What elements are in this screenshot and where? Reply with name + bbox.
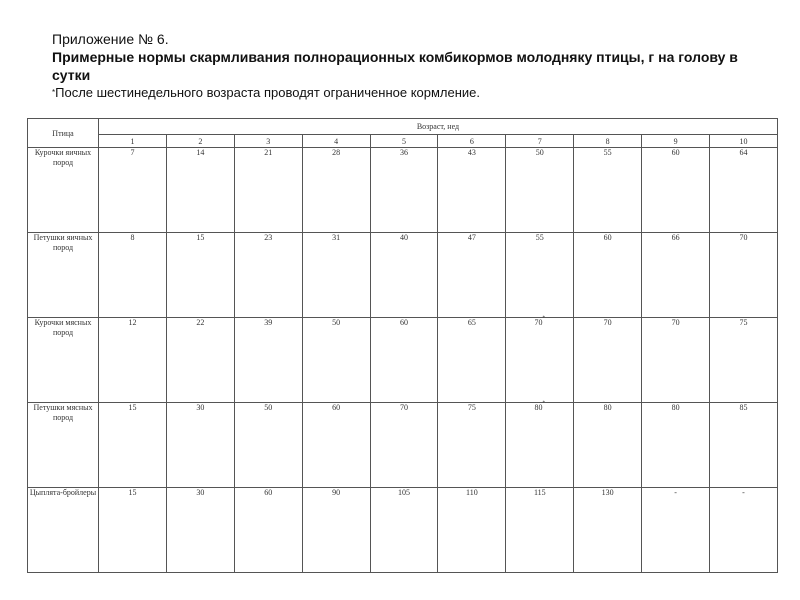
bird-name: Цыплята-бройлеры <box>28 488 99 573</box>
table-cell: - <box>710 488 778 573</box>
footnote-text: После шестинедельного возраста проводят ограниченное кормление. <box>55 85 481 100</box>
footnote-mark: * <box>542 401 546 406</box>
table-cell-footnoted <box>506 403 574 488</box>
table-cell: 28 <box>302 148 370 233</box>
table-cell: 15 <box>99 488 167 573</box>
appendix-label: Приложение № 6. <box>52 31 169 47</box>
cell-value: 70 <box>534 318 543 327</box>
table-cell: 65 <box>438 318 506 403</box>
table-cell: 50 <box>234 403 302 488</box>
table-cell: 105 <box>370 488 438 573</box>
bird-name: Курочки мясных пород <box>28 318 99 403</box>
table-cell: 70 <box>574 318 642 403</box>
table-cell: 80 <box>574 403 642 488</box>
footnote-mark: * <box>542 316 546 321</box>
table-row <box>28 488 778 573</box>
table-cell: - <box>642 488 710 573</box>
table-row <box>28 148 778 233</box>
table-cell: 23 <box>234 233 302 318</box>
table-cell: 15 <box>166 233 234 318</box>
bird-name: Курочки яичных пород <box>28 148 99 233</box>
week-header: 10 <box>710 135 778 148</box>
document-header <box>52 30 772 102</box>
table-cell: 14 <box>166 148 234 233</box>
table-cell: 31 <box>302 233 370 318</box>
bird-column-header: Птица <box>28 119 99 148</box>
table-cell: 30 <box>166 488 234 573</box>
table-cell: 22 <box>166 318 234 403</box>
table-cell: 75 <box>710 318 778 403</box>
week-header: 6 <box>438 135 506 148</box>
table-cell: 55 <box>574 148 642 233</box>
table-cell: 39 <box>234 318 302 403</box>
table-cell: 60 <box>234 488 302 573</box>
table-cell-footnoted <box>506 318 574 403</box>
table-cell: 110 <box>438 488 506 573</box>
table-cell: 47 <box>438 233 506 318</box>
footnote <box>52 84 772 102</box>
table-cell: 50 <box>506 148 574 233</box>
table-cell: 130 <box>574 488 642 573</box>
week-header: 9 <box>642 135 710 148</box>
footnote-mark: * <box>52 88 56 97</box>
table-cell: 70 <box>642 318 710 403</box>
table-row <box>28 233 778 318</box>
table-cell: 85 <box>710 403 778 488</box>
table-cell: 60 <box>302 403 370 488</box>
table-cell: 50 <box>302 318 370 403</box>
table-cell: 30 <box>166 403 234 488</box>
table-cell: 64 <box>710 148 778 233</box>
table-cell: 55 <box>506 233 574 318</box>
week-header-row <box>28 135 778 148</box>
week-header: 5 <box>370 135 438 148</box>
table-cell: 90 <box>302 488 370 573</box>
table-cell: 40 <box>370 233 438 318</box>
table-row <box>28 318 778 403</box>
table-cell: 60 <box>574 233 642 318</box>
week-header: 1 <box>99 135 167 148</box>
feeding-norms-table <box>27 118 778 573</box>
table-cell: 7 <box>99 148 167 233</box>
table-cell: 36 <box>370 148 438 233</box>
cell-value: 80 <box>534 403 543 412</box>
table-row <box>28 403 778 488</box>
age-column-header: Возраст, нед <box>99 119 778 135</box>
table-cell: 8 <box>99 233 167 318</box>
table-cell: 66 <box>642 233 710 318</box>
table-cell: 115 <box>506 488 574 573</box>
table-cell: 60 <box>642 148 710 233</box>
table-cell: 70 <box>710 233 778 318</box>
table-cell: 15 <box>99 403 167 488</box>
table-cell: 75 <box>438 403 506 488</box>
table-cell: 12 <box>99 318 167 403</box>
document-title: Примерные нормы скармливания полнорационных комбикормов молодняку птицы, г на голову в сутки <box>52 49 738 83</box>
week-header: 2 <box>166 135 234 148</box>
table-cell: 80 <box>642 403 710 488</box>
week-header: 8 <box>574 135 642 148</box>
bird-name: Петушки мясных пород <box>28 403 99 488</box>
table-cell: 21 <box>234 148 302 233</box>
table-header-row <box>28 119 778 135</box>
table-cell: 43 <box>438 148 506 233</box>
week-header: 3 <box>234 135 302 148</box>
bird-name: Петушки яичных пород <box>28 233 99 318</box>
week-header: 4 <box>302 135 370 148</box>
table-cell: 60 <box>370 318 438 403</box>
table-cell: 70 <box>370 403 438 488</box>
week-header: 7 <box>506 135 574 148</box>
